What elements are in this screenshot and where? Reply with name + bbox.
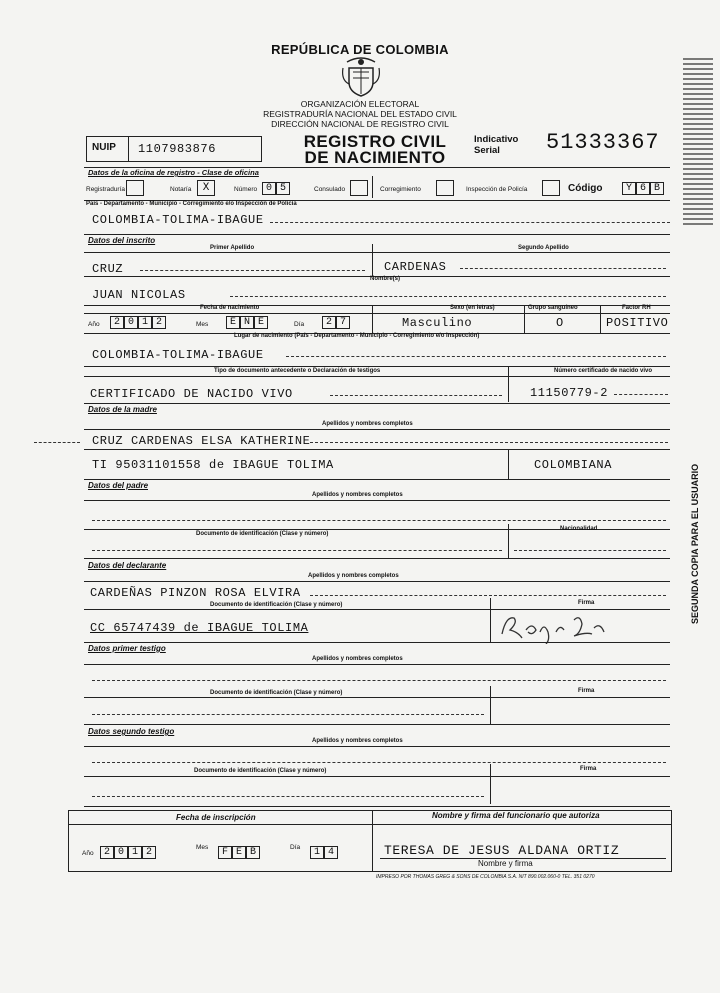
section-oficina: Datos de la oficina de registro - Clase de oficina — [88, 168, 259, 177]
inscripcion-mes-label: Mes — [196, 844, 209, 851]
indicativo-label: Indicativo — [474, 134, 519, 145]
primer-apellido-value: CRUZ — [92, 262, 124, 276]
inscripcion-dia-label: Día — [290, 844, 301, 851]
declarante-nombres-value: CARDEÑAS PINZON ROSA ELVIRA — [90, 586, 301, 600]
mes-letter: E — [254, 316, 268, 329]
country-title: REPÚBLICA DE COLOMBIA — [271, 42, 449, 57]
rh-label: Factor RH — [622, 305, 651, 311]
corregimiento-checkbox — [436, 180, 454, 196]
consulado-label: Consulado — [314, 186, 346, 193]
inscripcion-dia-digit: 4 — [324, 846, 338, 859]
madre-nombres-value: CRUZ CARDENAS ELSA KATHERINE — [92, 434, 311, 448]
nombre-firma-label: Nombre y firma — [478, 859, 533, 868]
codigo-digit: B — [650, 182, 664, 195]
grupo-label: Grupo sanguíneo — [528, 305, 578, 311]
mes-letter: N — [240, 316, 254, 329]
declarante-firma-label: Firma — [578, 600, 595, 606]
funcionario-value: TERESA DE JESUS ALDANA ORTIZ — [384, 843, 620, 858]
dia-label: Día — [294, 321, 305, 328]
primer-apellido-label: Primer Apellido — [210, 245, 255, 251]
codigo-digit: Y — [622, 182, 636, 195]
funcionario-label: Nombre y firma del funcionario que autoriza — [432, 811, 600, 820]
inscripcion-anio-digit: 1 — [128, 846, 142, 859]
notaria-checkbox: X — [197, 180, 215, 196]
inspeccion-checkbox — [542, 180, 560, 196]
section-padre: Datos del padre — [88, 481, 149, 490]
rh-value: POSITIVO — [606, 316, 669, 330]
serial-number: 51333367 — [546, 130, 660, 155]
oficina-lugar-value: COLOMBIA-TOLIMA-IBAGUE — [92, 213, 264, 227]
nombres-value: JUAN NICOLAS — [92, 288, 186, 302]
inscripcion-mes-letter: E — [232, 846, 246, 859]
numero-digit: 0 — [262, 182, 276, 195]
section-inscrito: Datos del inscrito — [88, 236, 156, 245]
inscripcion-anio-label: Año — [82, 850, 94, 857]
document-title — [290, 134, 460, 166]
registraduria-checkbox — [126, 180, 144, 196]
codigo-digit: 6 — [636, 182, 650, 195]
security-stripe — [683, 58, 713, 228]
testigo1-firma-label: Firma — [578, 688, 595, 694]
segundo-apellido-value: CARDENAS — [384, 260, 447, 274]
padre-doc-label: Documento de identificación (Clase y número) — [196, 531, 329, 537]
testigo2-firma-label: Firma — [580, 766, 597, 772]
numero-label: Número — [234, 186, 258, 193]
anio-digit: 2 — [110, 316, 124, 329]
fecha-nacimiento-label: Fecha de nacimiento — [200, 305, 260, 311]
num-cert-value: 11150779-2 — [530, 386, 609, 400]
section-testigo2: Datos segundo testigo — [88, 727, 175, 736]
lugar-nacimiento-label: Lugar de nacimiento (País - Departamento - Municipio - Corregimiento e/o Inspección) — [234, 333, 480, 339]
consulado-checkbox — [350, 180, 368, 196]
section-testigo1: Datos primer testigo — [88, 644, 166, 653]
serial-label: Serial — [474, 145, 500, 156]
inscripcion-mes-letter: F — [218, 846, 232, 859]
segundo-apellido-label: Segundo Apellido — [518, 245, 569, 251]
numero-digit: 5 — [276, 182, 290, 195]
lugar-nacimiento-value: COLOMBIA-TOLIMA-IBAGUE — [92, 348, 264, 362]
declarante-doc-value: CC 65747439 de IBAGUE TOLIMA — [90, 621, 309, 635]
nuip-label: NUIP — [92, 142, 116, 153]
registraduria-label: Registraduría — [86, 186, 126, 193]
testigo1-doc-label: Documento de identificación (Clase y número) — [210, 690, 343, 696]
side-copy-label: SEGUNDA COPIA PARA EL USUARIO — [690, 463, 700, 624]
anio-digit: 1 — [138, 316, 152, 329]
grupo-value: O — [556, 316, 564, 330]
coat-of-arms-icon — [341, 54, 381, 98]
section-declarante: Datos del declarante — [88, 561, 167, 570]
inscripcion-anio-digit: 2 — [142, 846, 156, 859]
org-line-3: DIRECCIÓN NACIONAL DE REGISTRO CIVIL — [271, 119, 449, 129]
org-line-2: REGISTRADURÍA NACIONAL DEL ESTADO CIVIL — [263, 109, 457, 119]
sexo-label: Sexo (en letras) — [450, 305, 495, 311]
anio-digit: 2 — [152, 316, 166, 329]
tipo-doc-label: Tipo de documento antecedente o Declaración de testigos — [214, 368, 381, 374]
testigo2-doc-label: Documento de identificación (Clase y número) — [194, 768, 327, 774]
anio-digit: 0 — [124, 316, 138, 329]
madre-nacionalidad-value: COLOMBIANA — [534, 458, 613, 472]
mes-label: Mes — [196, 321, 209, 328]
title-line-2: DE NACIMIENTO — [304, 148, 446, 167]
printer-footer: IMPRESO POR THOMAS GREG & SONS DE COLOMBIA S.A. NIT 890.002.060-0 TEL. 351 0270 — [376, 874, 595, 880]
dia-digit: 2 — [322, 316, 336, 329]
dia-digit: 7 — [336, 316, 350, 329]
inscripcion-dia-digit: 1 — [310, 846, 324, 859]
anio-label: Año — [88, 321, 100, 328]
inscripcion-anio-digit: 0 — [114, 846, 128, 859]
declarante-nombres-label: Apellidos y nombres completos — [308, 573, 399, 579]
padre-nacionalidad-label: Nacionalidad — [560, 526, 598, 532]
org-line-1: ORGANIZACIÓN ELECTORAL — [300, 99, 420, 109]
testigo1-nombres-label: Apellidos y nombres completos — [312, 656, 403, 662]
codigo-label: Código — [568, 183, 603, 194]
num-cert-label: Número certificado de nacido vivo — [554, 368, 653, 374]
padre-nombres-label: Apellidos y nombres completos — [312, 492, 403, 498]
title-line-1: REGISTRO CIVIL — [303, 132, 447, 151]
nombres-label: Nombre(s) — [370, 276, 401, 282]
sexo-value: Masculino — [402, 316, 473, 330]
inscripcion-mes-letter: B — [246, 846, 260, 859]
testigo2-nombres-label: Apellidos y nombres completos — [312, 738, 403, 744]
fecha-inscripcion-label: Fecha de inscripción — [176, 813, 256, 822]
nuip-value: 1107983876 — [138, 142, 217, 156]
madre-nombres-label: Apellidos y nombres completos — [322, 421, 413, 427]
mes-letter: E — [226, 316, 240, 329]
oficina-lugar-label: País - Departamento - Municipio - Corregimiento e/o Inspección de Policía — [86, 201, 297, 207]
declarante-signature-icon — [496, 610, 626, 644]
inspeccion-label: Inspección de Policía — [466, 186, 528, 193]
corregimiento-label: Corregimiento — [380, 186, 421, 193]
tipo-doc-value: CERTIFICADO DE NACIDO VIVO — [90, 387, 293, 401]
notaria-label: Notaría — [170, 186, 192, 193]
madre-doc-value: TI 95031101558 de IBAGUE TOLIMA — [92, 458, 334, 472]
declarante-doc-label: Documento de identificación (Clase y número) — [210, 602, 343, 608]
inscripcion-anio-digit: 2 — [100, 846, 114, 859]
section-madre: Datos de la madre — [88, 405, 157, 414]
